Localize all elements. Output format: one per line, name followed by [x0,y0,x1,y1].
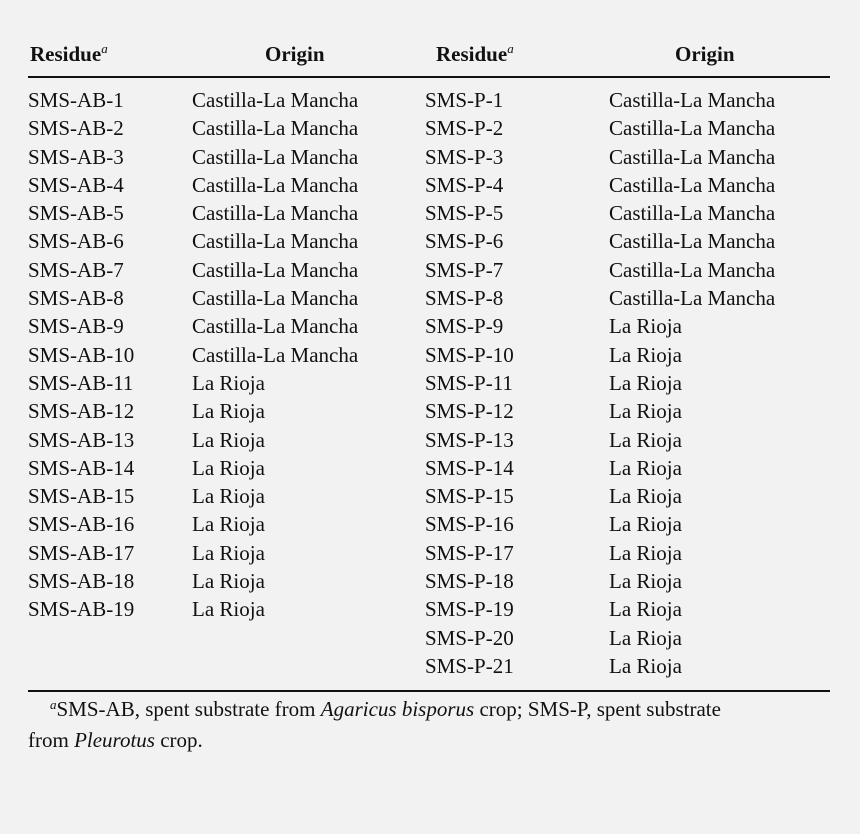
origin-cell: La Rioja [609,625,682,650]
residue-cell: SMS-P-21 [425,653,514,678]
residue-cell: SMS-P-6 [425,229,504,254]
residue-cell: SMS-AB-7 [28,257,124,282]
residue-cell: SMS-AB-14 [28,455,135,480]
residue-cell: SMS-AB-11 [28,370,134,395]
origin-cell: La Rioja [609,569,682,594]
origin-cell: Castilla-La Mancha [192,342,359,367]
origin-cell: La Rioja [609,342,682,367]
origin-cell: La Rioja [192,370,265,395]
origin-cell: Castilla-La Mancha [609,144,776,169]
residue-cell: SMS-AB-8 [28,286,124,311]
origin-cell: La Rioja [192,597,265,622]
residue-column-left [28,86,134,624]
origin-cell: Castilla-La Mancha [609,257,776,282]
residue-cell: SMS-AB-13 [28,427,135,452]
origin-cell: Castilla-La Mancha [192,257,359,282]
residue-cell: SMS-AB-1 [28,88,124,112]
residue-cell: SMS-AB-5 [28,201,124,226]
residue-cell: SMS-P-3 [425,144,504,169]
origin-cell: La Rioja [609,399,682,424]
residue-cell: SMS-AB-9 [28,314,124,339]
origin-cell: Castilla-La Mancha [192,144,359,169]
residue-cell: SMS-P-19 [425,597,514,622]
origin-cell: La Rioja [192,484,265,509]
origin-cell: La Rioja [609,455,682,480]
residue-cell: SMS-AB-3 [28,144,124,169]
residue-cell: SMS-AB-16 [28,512,135,537]
species-name: Pleurotus [74,728,155,752]
residue-cell: SMS-P-15 [425,484,514,509]
residue-cell: SMS-P-18 [425,569,514,594]
header-origin-left: Origin [265,42,325,66]
origin-cell: La Rioja [192,569,265,594]
residue-cell: SMS-P-20 [425,625,514,650]
header-residue-right: Residue$^a$ [436,41,514,66]
origin-cell: La Rioja [609,370,682,395]
origin-cell: La Rioja [609,484,682,509]
residue-cell: SMS-AB-17 [28,540,135,565]
residue-table [28,40,830,692]
residue-cell: SMS-P-14 [425,455,514,480]
header-origin-right: Origin [675,42,735,66]
origin-cell: Castilla-La Mancha [192,314,359,339]
footnote-marker: a [507,41,514,56]
origin-cell: Castilla-La Mancha [609,286,776,311]
residue-cell: SMS-AB-18 [28,569,135,594]
residue-cell: SMS-P-12 [425,399,514,424]
header-residue-left: Residue$^a$ [30,41,108,66]
residue-cell: SMS-P-16 [425,512,514,537]
origin-cell: Castilla-La Mancha [192,229,359,254]
footnote-marker: a [50,697,57,712]
table-footnote: $^a$SMS-AB, spent substrate from Agaricus bisporus crop; SMS-P, spent substrate from Pleurotus crop. [28,697,721,752]
table-body [28,78,830,692]
origin-cell: La Rioja [192,427,265,452]
origin-cell: Castilla-La Mancha [609,116,776,141]
origin-cell: La Rioja [192,399,265,424]
origin-column-left [192,86,358,624]
origin-cell: La Rioja [609,540,682,565]
residue-cell: SMS-P-17 [425,540,514,565]
residue-cell: SMS-P-9 [425,314,504,339]
origin-cell: Castilla-La Mancha [609,229,776,254]
origin-cell: La Rioja [609,653,682,678]
footnote-marker: a [101,41,108,56]
origin-cell: Castilla-La Mancha [192,172,359,197]
origin-cell: Castilla-La Mancha [609,201,776,226]
origin-column-right [609,86,775,680]
origin-cell: La Rioja [192,512,265,537]
origin-cell: Castilla-La Mancha [192,116,359,141]
residue-cell: SMS-P-4 [425,172,504,197]
origin-cell: Castilla-La Mancha [192,201,359,226]
residue-cell: SMS-P-5 [425,201,504,226]
residue-cell: SMS-P-7 [425,257,504,282]
residue-cell: SMS-AB-4 [28,172,124,197]
table-header [28,40,830,78]
residue-cell: SMS-P-2 [425,116,504,141]
residue-cell: SMS-P-8 [425,286,504,311]
origin-cell: La Rioja [609,427,682,452]
origin-cell: La Rioja [609,597,682,622]
residue-cell: SMS-P-11 [425,370,513,395]
residue-cell: SMS-P-1 [425,88,504,112]
species-name: Agaricus bisporus [320,697,475,721]
origin-cell: Castilla-La Mancha [609,172,776,197]
origin-cell: Castilla-La Mancha [609,88,776,112]
residue-cell: SMS-P-10 [425,342,514,367]
residue-cell: SMS-AB-12 [28,399,135,424]
residue-cell: SMS-AB-10 [28,342,135,367]
origin-cell: La Rioja [609,512,682,537]
origin-cell: Castilla-La Mancha [192,88,359,112]
residue-cell: SMS-AB-6 [28,229,124,254]
residue-column-right [425,86,514,680]
residue-cell: SMS-AB-19 [28,597,135,622]
residue-cell: SMS-P-13 [425,427,514,452]
residue-cell: SMS-AB-15 [28,484,135,509]
origin-cell: La Rioja [609,314,682,339]
origin-cell: Castilla-La Mancha [192,286,359,311]
origin-cell: La Rioja [192,540,265,565]
residue-cell: SMS-AB-2 [28,116,124,141]
origin-cell: La Rioja [192,455,265,480]
